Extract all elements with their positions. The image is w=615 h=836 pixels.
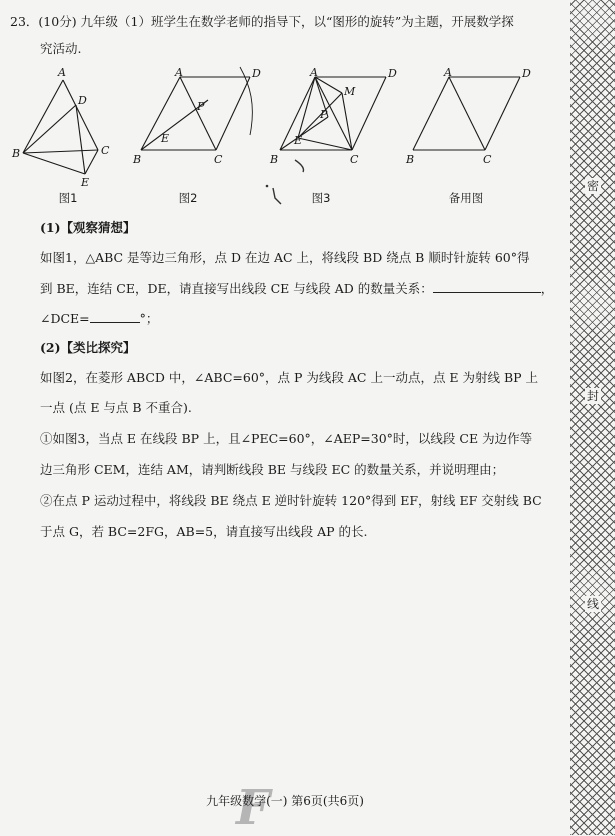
fig1-label-b: B [12,147,21,160]
binding-label-mi: 密 [586,179,599,193]
part2-line-1: 如图2，在菱形 ABCD 中，∠ABC=60°，点 P 为线段 AC 上一动点，点 E 为射线 BP 上 [40,370,539,385]
fig3-label-d: D [388,67,397,80]
part2-heading: (2)【类比探究】 [40,340,136,355]
part2-line-2: 一点 (点 E 与点 B 不重合). [40,400,192,415]
caption-fig1: 图1 [58,191,78,205]
part1-heading: (1)【观察猜想】 [40,220,136,235]
part1-line-1: 如图1，△ABC 是等边三角形，点 D 在边 AC 上，将线段 BD 绕点 B 顺时针旋转 60°得 [40,250,530,265]
binding-margin [570,0,615,835]
part1-line-3 [40,310,158,327]
part1-line-2 [40,280,553,297]
answer-blank-2[interactable] [90,310,140,323]
figure-2 [128,65,268,194]
question-line-2: 究活动. [40,41,82,56]
fig4-label-d: D [522,67,531,80]
fig2-label-e: E [161,132,170,145]
part2-line-5: ②在点 P 运动过程中，将线段 BE 绕点 E 逆时针旋转 120°得到 EF，射线 EF 交射线 BC [40,493,542,508]
figure-backup [405,65,540,194]
fig2-label-a: A [175,66,183,79]
fig3-label-b: B [270,153,279,166]
part1-line-3-end: °； [139,311,159,326]
fig1-label-c: C [101,144,110,157]
fig2-label-d: D [252,67,261,80]
fig4-label-c: C [483,153,492,166]
answer-blank-1[interactable] [433,280,541,293]
fig2-label-p: P [197,100,205,113]
caption-backup: 备用图 [448,191,484,205]
fig2-label-b: B [133,153,142,166]
fig3-label-a: A [310,66,318,79]
fig1-label-e: E [81,176,90,189]
part2-line-3: ①如图3，当点 E 在线段 BP 上，且∠PEC=60°，∠AEP=30°时，以线段 CE 为边作等 [40,431,533,446]
fig3-label-e: E [294,134,303,147]
fig3-label-c: C [350,153,359,166]
binding-label-xian: 线 [586,597,599,611]
part1-line-3-start: ∠DCE= [40,311,90,326]
caption-fig2: 图2 [178,191,198,205]
part2-line-4: 边三角形 CEM，连结 AM，请判断线段 BE 与线段 EC 的数量关系，并说明理由； [40,462,505,477]
fig1-label-a: A [58,66,66,79]
page-footer: 九年级数学(一) 第6页(共6页) [206,794,364,808]
fig3-label-p: P [320,108,328,121]
figure-1 [8,65,123,194]
fig4-label-b: B [406,153,415,166]
caption-fig3: 图3 [311,191,331,205]
fig2-label-c: C [214,153,223,166]
binding-label-feng: 封 [586,389,599,403]
question-line-1: 23．(10分) 九年级（1）班学生在数学老师的指导下，以“图形的旋转”为主题，开展数学探 [10,14,514,29]
part2-line-6: 于点 G，若 BC=2FG，AB=5，请直接写出线段 AP 的长. [40,524,368,539]
fig4-label-a: A [444,66,452,79]
part1-line-2-text: 到 BE，连结 CE，DE，请直接写出线段 CE 与线段 AD 的数量关系： [40,281,433,296]
fig3-label-m: M [344,85,356,98]
part1-line-2-end: ， [540,281,554,296]
fig1-label-d: D [78,94,87,107]
watermark-logo: F [236,780,271,836]
